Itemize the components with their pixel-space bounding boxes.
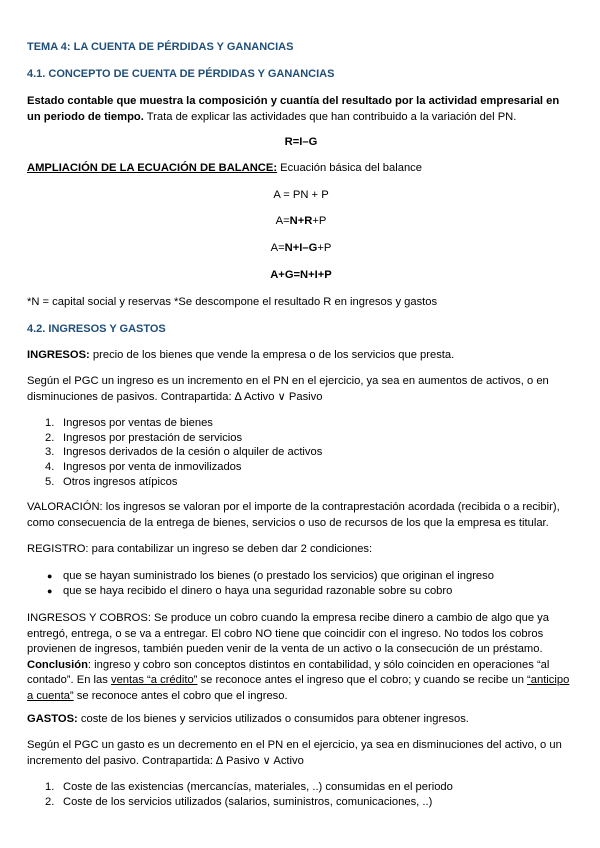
- registro-paragraph: REGISTRO: para contabilizar un ingreso se deben dar 2 condiciones:: [27, 543, 373, 555]
- section-heading-4-2: 4.2. INGRESOS Y GASTOS: [27, 323, 166, 335]
- equation-4: A+G=N+I+P: [270, 269, 332, 281]
- footnote: *N = capital social y reservas *Se descompone el resultado R en ingresos y gastos: [27, 296, 438, 308]
- definition-bold: Estado contable que muestra la composición y cuantía del resultado por la actividad empresarial en un periodo de tiempo.: [27, 95, 560, 123]
- gastos-pgc-paragraph: Según el PGC un gasto es un decremento en el PN en el ejercicio, ya sea en disminuciones del activo, o un incremento del pasivo. Contrapartida: ∆ Pasivo ∨ Activo: [27, 739, 562, 767]
- ingresos-list: [45, 416, 565, 490]
- ampliacion-rest: Ecuación básica del balance: [277, 162, 422, 174]
- result-formula: R=I–G: [284, 136, 318, 148]
- gastos-rest: coste de los bienes y servicios utilizados o consumidos para obtener ingresos.: [77, 713, 469, 725]
- anticipo-cuenta-text: “anticipo a cuenta”: [27, 674, 570, 702]
- list-item: 4. Ingresos por venta de inmovilizados: [45, 461, 242, 474]
- list-item: ● que se hayan suministrado los bienes (o prestado los servicios) que originan el ingreso: [47, 570, 494, 582]
- list-item: 1. Coste de las existencias (mercancías, materiales, ..) consumidas en el periodo: [45, 781, 453, 793]
- equation-1: A = PN + P: [273, 189, 329, 201]
- ingresos-cobros-paragraph: [27, 611, 575, 704]
- equation-3-pre: A=: [270, 242, 285, 254]
- list-item: ● que se haya recibido el dinero o haya una seguridad razonable sobre su cobro: [47, 585, 453, 597]
- valoracion-paragraph: VALORACIÓN: los ingresos se valoran por el importe de la contraprestación acordada (recibida o a recibir), como consecuencia de la entrega de bienes, servicios o uso de recursos de los que la empresa es titular.: [27, 501, 560, 529]
- ingresos-definition: [27, 348, 575, 364]
- registro-list: [45, 569, 565, 599]
- document-title: TEMA 4: LA CUENTA DE PÉRDIDAS Y GANANCIAS: [27, 41, 294, 53]
- list-item: 3. Ingresos derivados de la cesión o alquiler de activos: [45, 446, 323, 459]
- equation-2-pre: A=: [275, 215, 290, 227]
- ingresos-label: INGRESOS:: [27, 349, 90, 361]
- definition-paragraph: [27, 94, 575, 125]
- list-item: 2. Ingresos por prestación de servicios: [45, 431, 243, 444]
- ventas-credito-text: ventas “a crédito”: [110, 674, 198, 686]
- gastos-label: GASTOS:: [27, 713, 78, 725]
- definition-rest: Trata de explicar las actividades que han contribuido a la variación del PN.: [143, 110, 517, 123]
- list-item: 5. Otros ingresos atípicos: [45, 475, 178, 488]
- ampliacion-line: [27, 161, 575, 177]
- ampliacion-label: AMPLIACIÓN DE LA ECUACIÓN DE BALANCE:: [27, 162, 278, 174]
- equation-3-post: +P: [317, 242, 332, 254]
- equation-2-post: +P: [312, 215, 327, 227]
- gastos-list: [45, 780, 565, 809]
- equation-2-bold: N+R: [289, 215, 313, 227]
- section-heading-4-1: 4.1. CONCEPTO DE CUENTA DE PÉRDIDAS Y GANANCIAS: [27, 68, 335, 80]
- bullet-icon: ●: [47, 586, 53, 596]
- cobros-text: INGRESOS Y COBROS: Se produce un cobro cuando la empresa recibe dinero a cambio de algo que ya entregó, entrega, o se va a entregar. El cobro NO tiene que coincidir con el ingreso. No todos los cobros provienen de ingresos, también pueden venir de la venta de un activo o la consecución de un préstamo.: [27, 612, 549, 655]
- bullet-icon: ●: [47, 571, 53, 581]
- gastos-definition: [27, 712, 575, 728]
- conclusion-text-b: se reconoce antes el ingreso que el cobro; y cuando se recibe un: [197, 674, 528, 686]
- equation-3-bold: N+I–G: [284, 242, 318, 254]
- conclusion-text-c: se reconoce antes el cobro que el ingreso.: [73, 689, 288, 702]
- conclusion-text-a: : ingreso y cobro son conceptos distintos en contabilidad, y sólo coinciden en operaciones “al contado”. En las: [27, 658, 550, 686]
- equation-2: [27, 214, 575, 230]
- list-item: 2. Coste de los servicios utilizados (salarios, suministros, comunicaciones, ..): [45, 795, 433, 808]
- equation-3: [27, 241, 575, 257]
- list-item: 1. Ingresos por ventas de bienes: [45, 417, 213, 429]
- ingresos-pgc-paragraph: Según el PGC un ingreso es un incremento en el PN en el ejercicio, ya sea en aumentos de activos, o en disminuciones de pasivos. Contrapartida: ∆ Activo ∨ Pasivo: [27, 375, 549, 403]
- ingresos-rest: precio de los bienes que vende la empresa o de los servicios que presta.: [89, 349, 455, 361]
- conclusion-label: Conclusión: [27, 658, 88, 671]
